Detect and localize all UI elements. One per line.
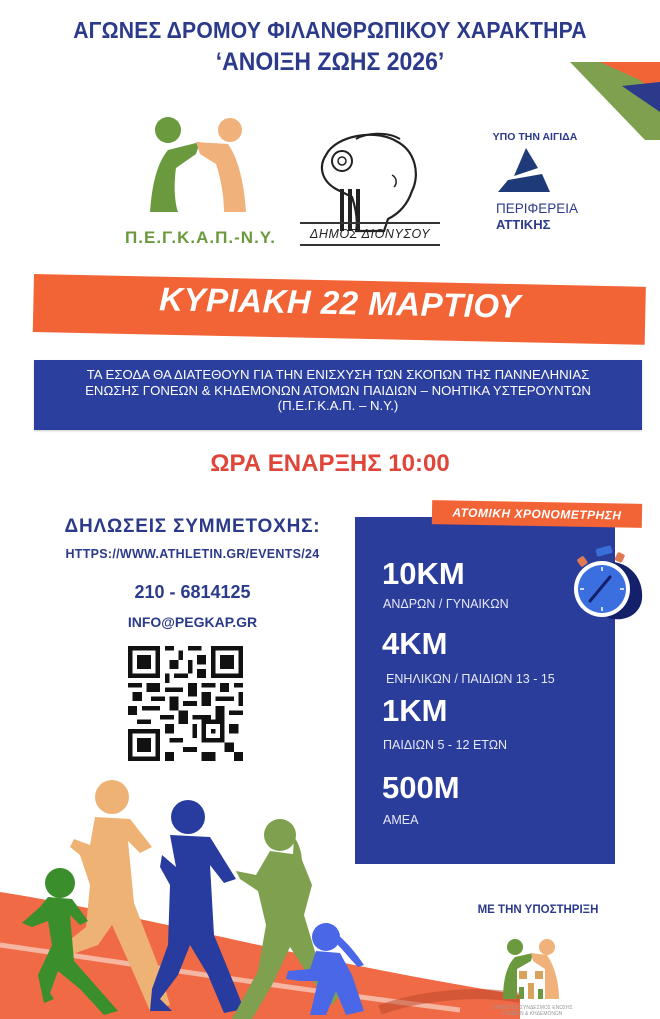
periferia-triangle-icon xyxy=(494,146,554,196)
poster-title: ΑΓΩΝΕΣ ΔΡΟΜΟΥ ΦΙΛΑΝΘΡΩΠΙΚΟΥ ΧΑΡΑΚΤΗΡΑ xyxy=(73,17,587,43)
periferia-line2: ΑΤΤΙΚΗΣ xyxy=(496,217,551,232)
start-time: ΩΡΑ ΕΝΑΡΞΗΣ 10:00 xyxy=(210,450,450,477)
support-house-logo-icon xyxy=(495,935,570,1005)
race-category-4km: ΕΝΗΛΙΚΩΝ / ΠΑΙΔΙΩΝ 13 - 15 xyxy=(386,672,555,686)
support-label: ΜΕ ΤΗΝ ΥΠΟΣΤΗΡΙΞΗ xyxy=(477,904,599,916)
info-line-1: ΤΑ ΕΣΟΔΑ ΘΑ ΔΙΑΤΕΘΟΥΝ ΓΙΑ ΤΗΝ ΕΝΙΣΧΥΣΗ ΤΩΝ ΣΚΟΠΩΝ ΤΗΣ ΠΑΝΝΕΛΗΝΙΑΣ xyxy=(86,367,590,382)
proceeds-info-box xyxy=(34,360,642,430)
individual-timing-tag: ΑΤΟΜΙΚΗ ΧΡΟΝΟΜΕΤΡΗΣΗ xyxy=(432,500,642,528)
corner-stripes-decoration xyxy=(550,60,660,140)
info-line-3: (Π.Ε.Γ.Κ.Α.Π. – Ν.Υ.) xyxy=(277,398,399,413)
registration-phone[interactable]: 210 - 6814125 xyxy=(134,582,251,602)
info-line-2: ΕΝΩΣΗΣ ΓΟΝΕΩΝ & ΚΗΔΕΜΟΝΩΝ ΑΤΟΜΩΝ ΠΑΙΔΙΩΝ – ΝΟΗΤΙΚΑ ΥΣΤΕΡΟΥΝΤΩΝ xyxy=(85,382,591,398)
race-category-10km: ΑΝΔΡΩΝ / ΓΥΝΑΙΚΩΝ xyxy=(383,597,509,611)
dimos-label: ΔΗΜΟΣ ΔΙΟΝΥΣΟΥ xyxy=(300,222,440,246)
registration-email-link[interactable]: INFO@PEGKAP.GR xyxy=(127,614,258,630)
runners-silhouettes-icon xyxy=(0,775,400,1019)
race-category-1km: ΠΑΙΔΙΩΝ 5 - 12 ΕΤΩΝ xyxy=(383,738,508,752)
race-distance-4km: 4KM xyxy=(382,626,448,661)
race-distance-10km: 10KM xyxy=(382,556,465,591)
registration-title: ΔΗΛΩΣΕΙΣ ΣΥΜΜΕΤΟΧΗΣ: xyxy=(64,516,321,537)
registration-url-link[interactable]: HTTPS://WWW.ATHLETIN.GR/EVENTS/24 xyxy=(65,547,320,561)
poster-subtitle: ‘ΑΝΟΙΞΗ ΖΩΗΣ 2026’ xyxy=(215,48,445,76)
stopwatch-icon xyxy=(570,543,645,623)
periferia-line1: ΠΕΡΙΦΕΡΕΙΑ xyxy=(496,201,579,216)
qr-code-icon[interactable] xyxy=(128,646,243,761)
race-distance-1km: 1KM xyxy=(382,693,448,728)
race-distance-500m: 500M xyxy=(382,770,460,805)
event-date: ΚΥΡΙΑΚΗ 22 ΜΑΡΤΙΟΥ xyxy=(158,280,522,325)
race-category-500m: ΑΜΕΑ xyxy=(383,813,419,827)
pegkap-label: Π.Ε.Γ.Κ.Α.Π.-Ν.Υ. xyxy=(125,228,276,247)
support-caption: ΣΥΛΛΟΓΟΣ ΣΥΝΔΕΣΜΟΣ ΕΝΩΣΗΣ ΓΟΝΕΩΝ & ΚΗΔΕΜΟΝΩΝ xyxy=(492,1005,573,1017)
aigida-label: ΥΠΟ ΤΗΝ ΑΙΓΙΔΑ xyxy=(492,131,578,143)
